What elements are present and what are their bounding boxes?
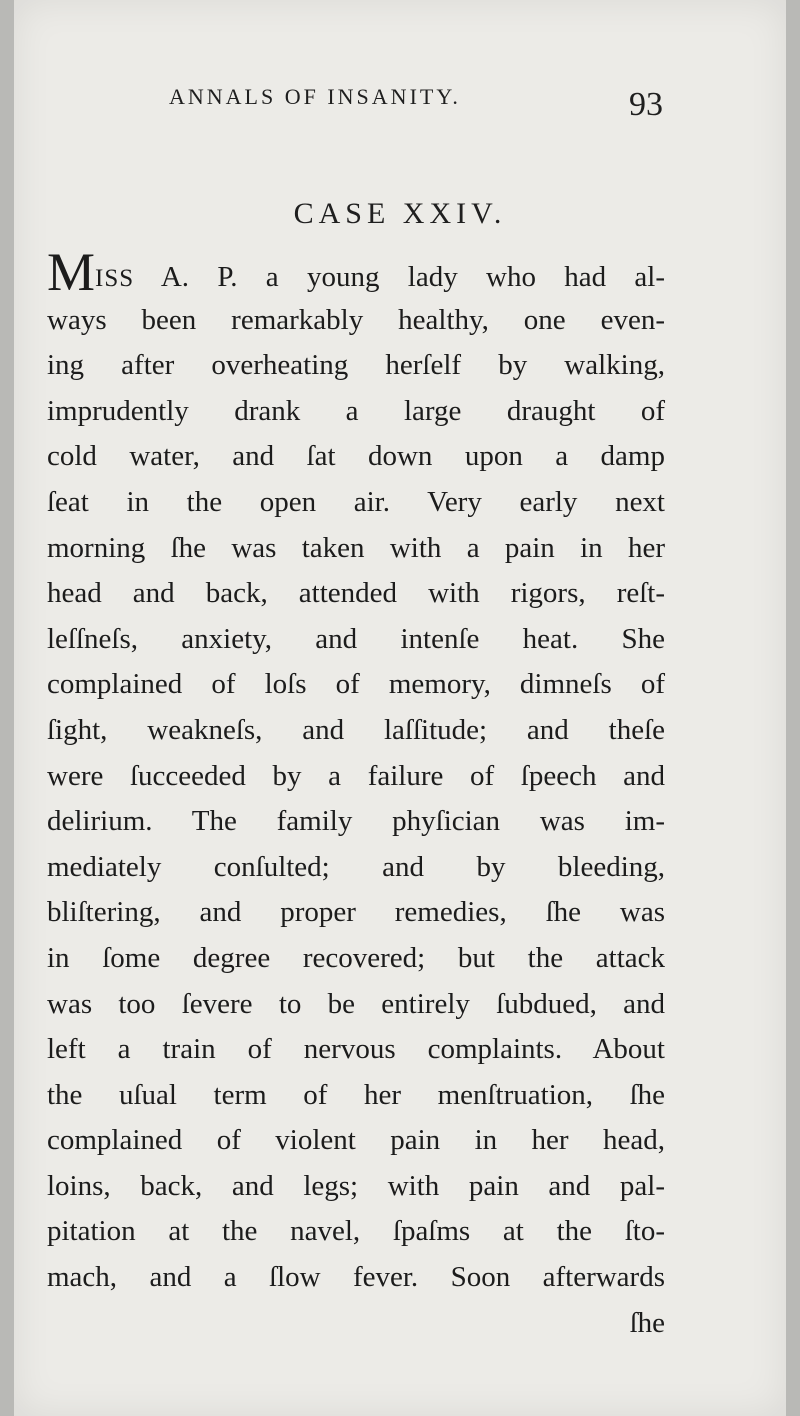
text-line: in ſome degree recovered; but the attack <box>47 941 665 974</box>
text-line: left a train of nervous complaints. About <box>47 1033 665 1066</box>
running-header: ANNALS OF INSANITY. <box>169 84 461 109</box>
text-line: mediately conſulted; and by bleeding, <box>47 850 665 883</box>
text-line: loins, back, and legs; with pain and pal- <box>47 1169 665 1202</box>
text-line: complained of loſs of memory, dimneſs of <box>47 668 665 701</box>
drop-cap: M <box>47 242 96 302</box>
case-title: CASE XXIV. <box>293 197 507 230</box>
text-line: the uſual term of her menſtruation, ſhe <box>47 1078 665 1111</box>
line-1-text: A. P. a young lady who had al- <box>134 261 665 293</box>
text-line: bliſtering, and proper remedies, ſhe was <box>47 896 665 929</box>
page-number: 93 <box>629 86 663 123</box>
text-line: leſſneſs, anxiety, and intenſe heat. She <box>47 622 665 655</box>
body-text <box>47 242 665 1346</box>
text-line: head and back, attended with rigors, reſt- <box>47 577 665 610</box>
text-line: mach, and a ſlow fever. Soon afterwards <box>47 1261 665 1294</box>
text-line: ing after overheating herſelf by walking, <box>47 349 665 382</box>
text-line: ways been remarkably healthy, one even- <box>47 303 665 336</box>
text-line: cold water, and ſat down upon a damp <box>47 440 665 473</box>
text-line: pitation at the navel, ſpaſms at the ſto- <box>47 1215 665 1248</box>
text-line: were ſucceeded by a failure of ſpeech and <box>47 759 665 792</box>
text-line: imprudently drank a large draught of <box>47 394 665 427</box>
first-word-smallcaps: ISS <box>95 265 135 292</box>
text-line: complained of violent pain in her head, <box>47 1124 665 1157</box>
text-line: ſeat in the open air. Very early next <box>47 485 665 518</box>
text-line: was too ſevere to be entirely ſubdued, and <box>47 987 665 1020</box>
text-line-1 <box>47 242 665 302</box>
text-line: morning ſhe was taken with a pain in her <box>47 531 665 564</box>
catchword: ſhe <box>629 1306 665 1339</box>
book-page <box>14 0 786 1416</box>
text-line: ſight, weakneſs, and laſſitude; and theſe <box>47 713 665 746</box>
text-line: delirium. The family phyſician was im- <box>47 805 665 838</box>
